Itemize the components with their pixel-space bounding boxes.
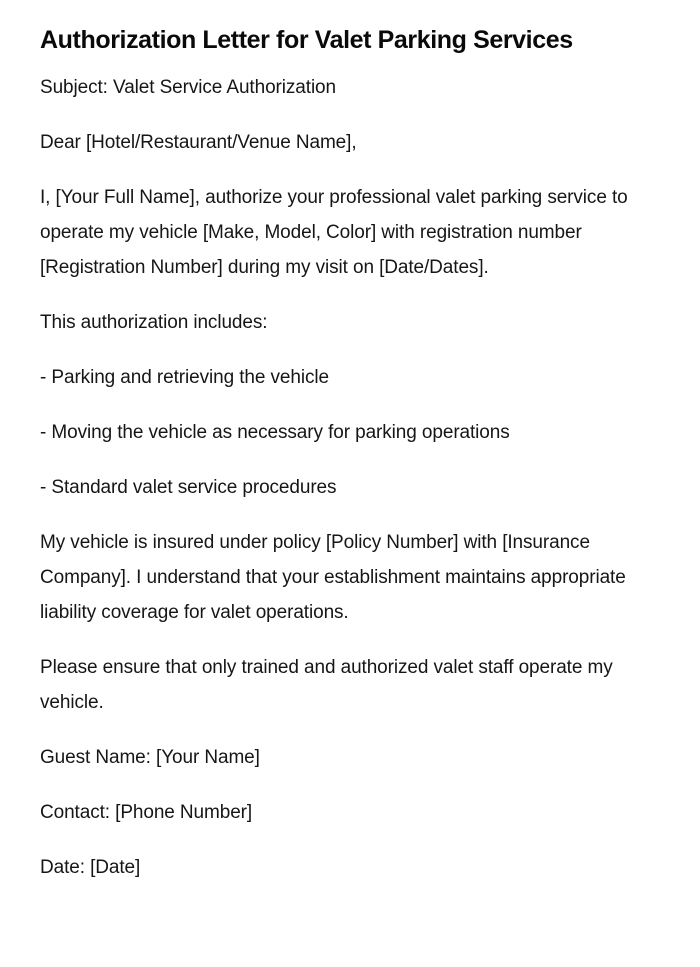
letter-document xyxy=(40,22,630,905)
authorization-paragraph: I, [Your Full Name], authorize your professional valet parking service to operate my vehicle [Make, Model, Color] with registration number [Registration Number] during my visit on [Date/Dates]. xyxy=(40,187,628,278)
list-item: - Moving the vehicle as necessary for parking operations xyxy=(40,422,510,443)
insurance-paragraph: My vehicle is insured under policy [Policy Number] with [Insurance Company]. I understand that your establishment maintains appropriate liability coverage for valet operations. xyxy=(40,532,626,623)
subject-line: Subject: Valet Service Authorization xyxy=(40,77,336,98)
contact-field: Contact: [Phone Number] xyxy=(40,802,253,823)
salutation: Dear [Hotel/Restaurant/Venue Name], xyxy=(40,132,357,153)
includes-heading: This authorization includes: xyxy=(40,312,268,333)
list-item: - Parking and retrieving the vehicle xyxy=(40,367,329,388)
staff-request-paragraph: Please ensure that only trained and authorized valet staff operate my vehicle. xyxy=(40,657,613,713)
document-title: Authorization Letter for Valet Parking Services xyxy=(40,26,573,54)
guest-name-field: Guest Name: [Your Name] xyxy=(40,747,260,768)
list-item: - Standard valet service procedures xyxy=(40,477,337,498)
date-field: Date: [Date] xyxy=(40,857,141,878)
